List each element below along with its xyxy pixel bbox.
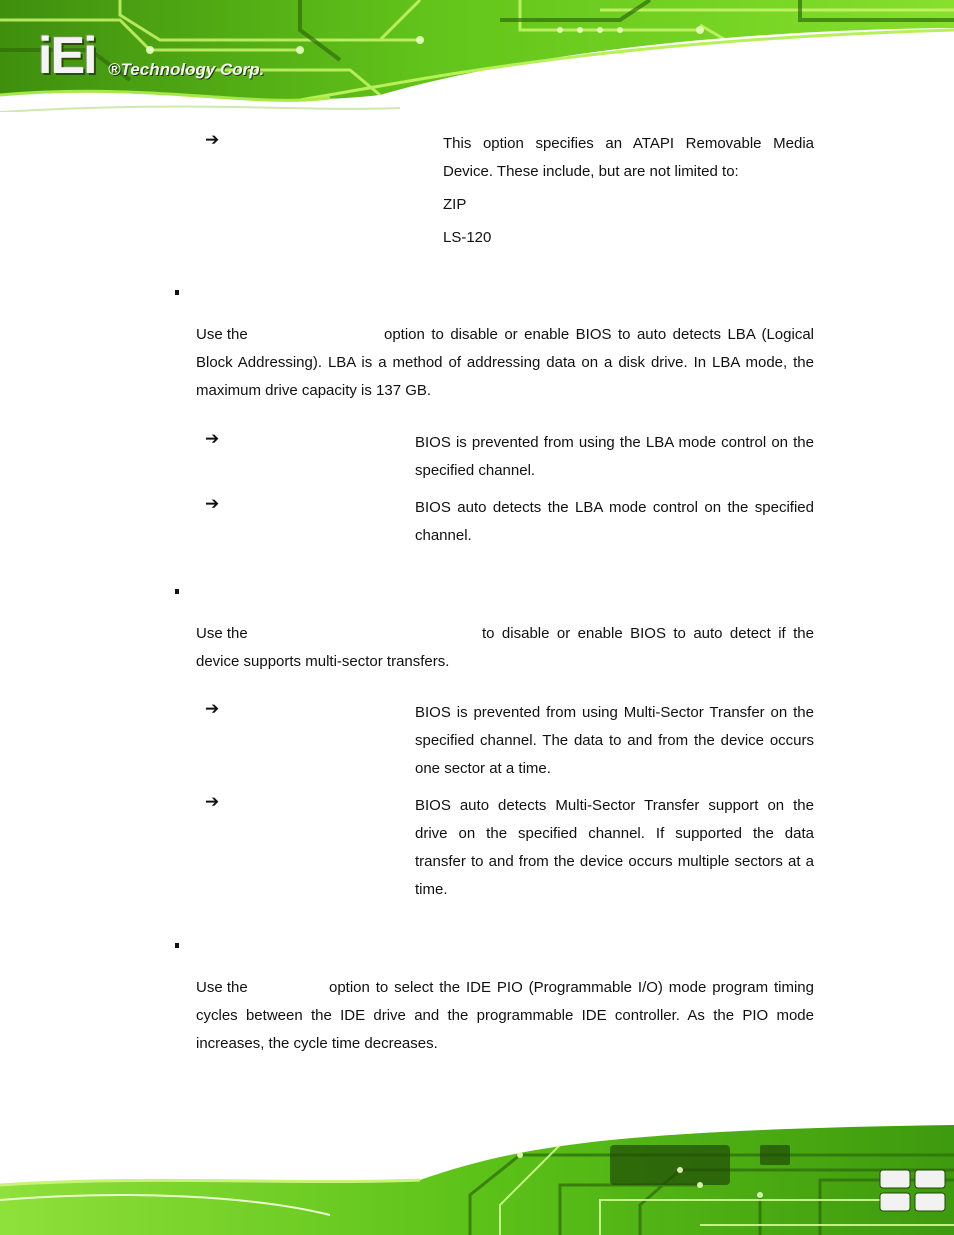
logo-mark: iEi bbox=[38, 27, 96, 85]
section-bullet-icon bbox=[175, 589, 179, 594]
pio-intro-lead: Use the bbox=[196, 979, 248, 996]
option-arrow-icon: ➔ bbox=[205, 130, 220, 149]
lba-option-disabled-desc: BIOS is prevented from using the LBA mode control on the specified channel. bbox=[415, 434, 814, 479]
atapi-description: This option specifies an ATAPI Removable Media Device. These include, but are not limited to: bbox=[443, 135, 814, 180]
example-zip: ZIP bbox=[443, 196, 467, 213]
lba-intro: option to disable or enable BIOS to auto detects LBA (Logical Block Addressing). LBA is a method of addressing data on a disk drive. In LBA mode, the maximum drive capacity is 137 GB. bbox=[196, 326, 814, 399]
circuit-board-graphic bbox=[0, 0, 954, 112]
block-option-auto-desc: BIOS auto detects Multi-Sector Transfer support on the drive on the specified channel. If supported the data transfer to and from the device occurs multiple sectors at a time. bbox=[415, 797, 814, 898]
option-arrow-icon: ➔ bbox=[205, 699, 220, 718]
footer-banner bbox=[0, 1125, 954, 1235]
lba-option-auto-desc: BIOS auto detects the LBA mode control on the specified channel. bbox=[415, 499, 814, 544]
circuit-board-graphic bbox=[0, 1125, 954, 1235]
block-option-disabled-desc: BIOS is prevented from using Multi-Sector Transfer on the specified channel. The data to and from the device occurs one sector at a time. bbox=[415, 704, 814, 777]
logo-text: ®Technology Corp. bbox=[108, 60, 265, 79]
option-arrow-icon: ➔ bbox=[205, 429, 220, 448]
section-bullet-icon bbox=[175, 943, 179, 948]
option-arrow-icon: ➔ bbox=[205, 494, 220, 513]
header-banner bbox=[0, 0, 954, 112]
example-ls120: LS-120 bbox=[443, 229, 492, 246]
block-intro: to disable or enable BIOS to auto detect if the device supports multi-sector transfers. bbox=[196, 625, 814, 670]
block-intro-lead: Use the bbox=[196, 625, 248, 642]
pio-intro: option to select the IDE PIO (Programmable I/O) mode program timing cycles between the IDE drive and the programmable IDE controller. As the PIO mode increases, the cycle time decreases. bbox=[196, 979, 814, 1052]
section-bullet-icon bbox=[175, 290, 179, 295]
option-arrow-icon: ➔ bbox=[205, 792, 220, 811]
lba-intro-lead: Use the bbox=[196, 326, 248, 343]
